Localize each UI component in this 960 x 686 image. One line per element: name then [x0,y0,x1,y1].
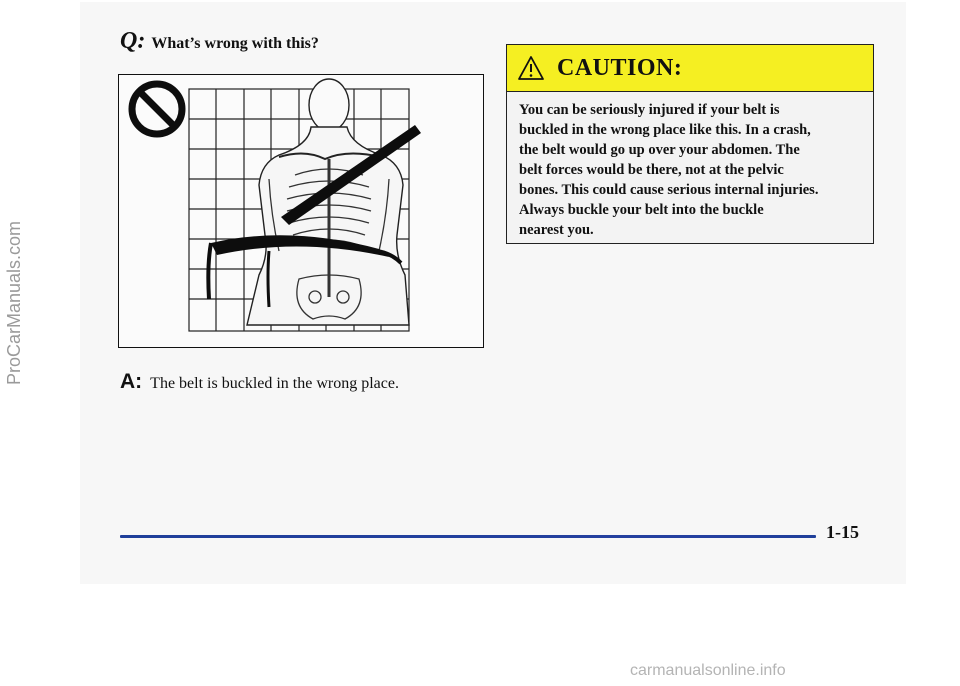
prohibited-icon [132,84,182,134]
belt-illustration [118,74,484,348]
skeleton-illustration [119,75,483,347]
caution-line: nearest you. [519,222,594,238]
caution-line: Always buckle your belt into the buckle [519,202,764,218]
bottom-watermark: carmanualsonline.info [630,662,786,679]
caution-box [506,44,874,244]
answer-mark-label: A: [120,370,143,393]
caution-line: You can be seriously injured if your belt is [519,102,780,118]
question-text: What’s wrong with this? [151,35,319,52]
page-number: 1-15 [826,522,859,542]
question-line [120,28,319,55]
warning-triangle-icon [517,55,545,81]
caution-line: the belt would go up over your abdomen. The [519,142,800,158]
caution-text [507,92,873,240]
caution-header [507,45,873,92]
caution-line: belt forces would be there, not at the pelvic [519,162,784,178]
caution-title: CAUTION: [557,54,683,81]
answer-text: The belt is buckled in the wrong place. [150,375,399,392]
caution-line: bones. This could cause serious internal injuries. [519,182,819,198]
caution-line: buckled in the wrong place like this. In a crash, [519,122,811,138]
question-mark-label: Q: [120,28,146,54]
answer-line [120,370,399,394]
side-watermark: ProCarManuals.com [4,220,24,385]
footer-rule [120,535,816,538]
